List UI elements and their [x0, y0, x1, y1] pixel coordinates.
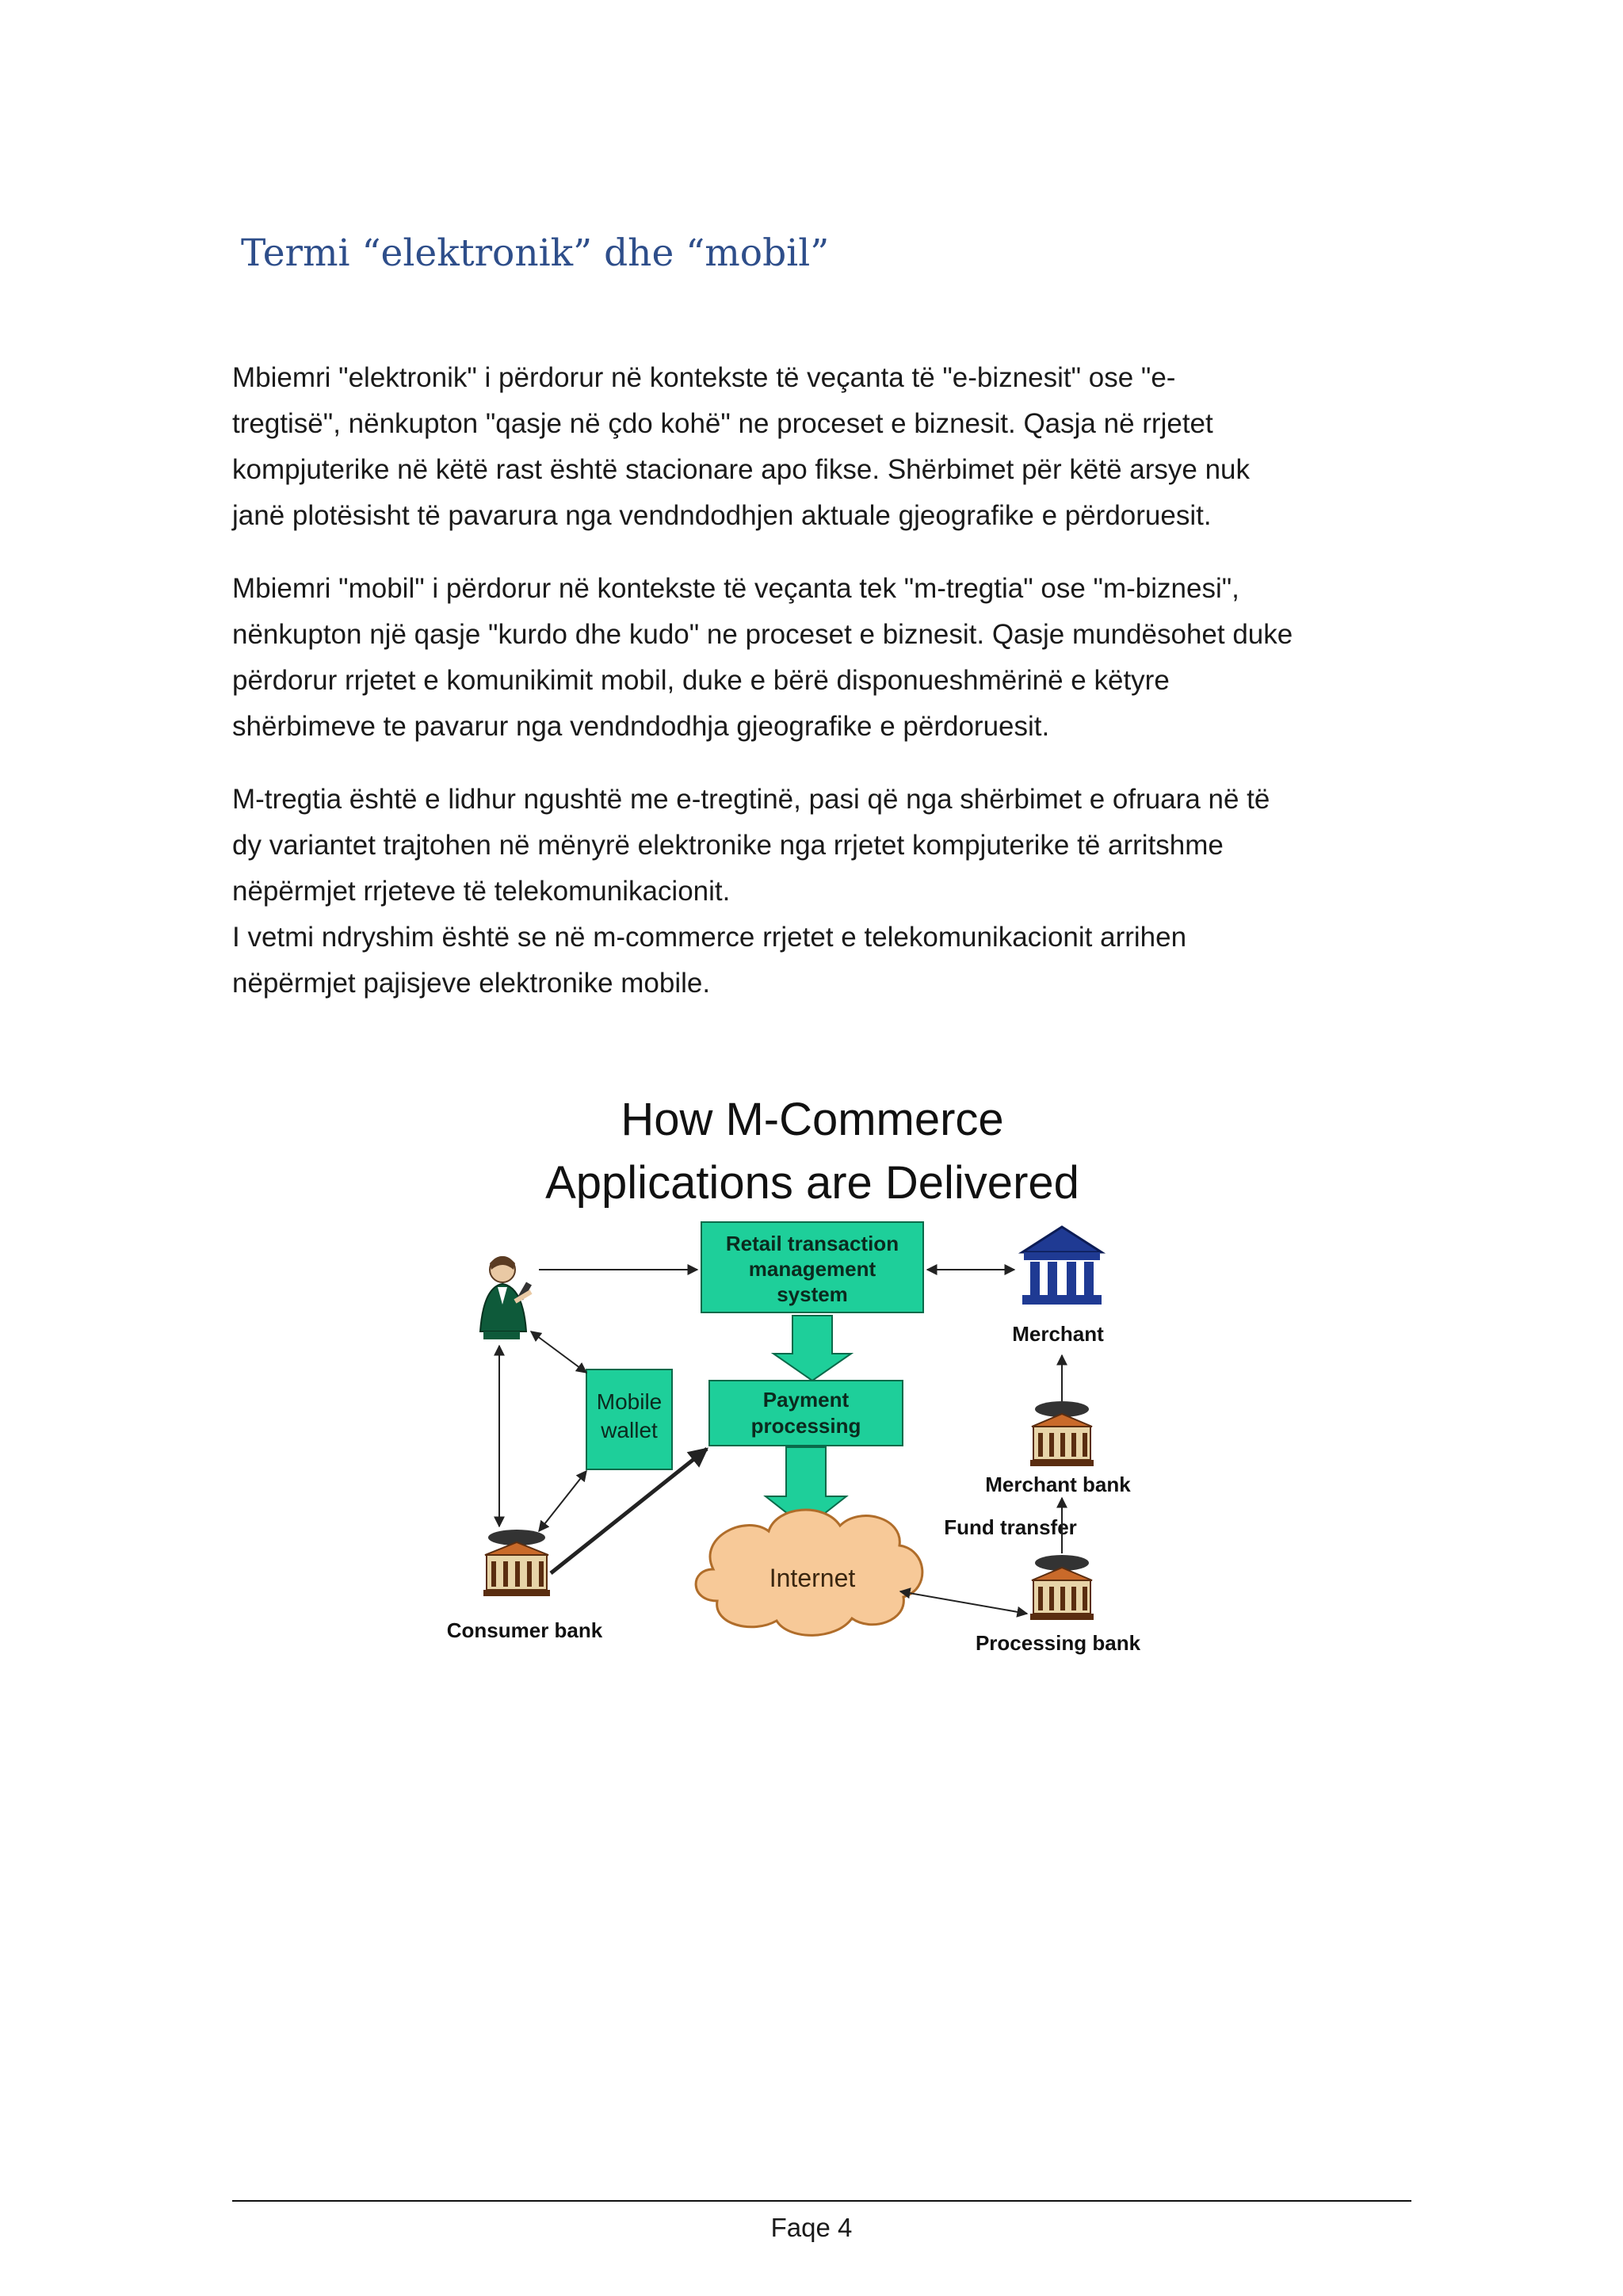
- paragraph: [232, 355, 1405, 539]
- figure-title-line1: How M-Commerce: [621, 1094, 1004, 1145]
- wallet-box-line2: wallet: [601, 1418, 658, 1442]
- text-line: tregtisë", nënkupton "qasje në çdo kohë" ne proceset e biznesit. Qasja në rrjetet: [232, 408, 1213, 439]
- text-line: përdorur rrjetet e komunikimit mobil, duke e bërë disponueshmërinë e këtyre: [232, 665, 1170, 696]
- page-number: Faqe 4: [770, 2213, 853, 2242]
- text-line: nëpërmjet pajisjeve elektronike mobile.: [232, 968, 711, 999]
- down-arrow-icon: [773, 1316, 851, 1381]
- wallet-box-line1: Mobile: [596, 1389, 663, 1414]
- text-line: janë plotësisht të pavarura nga vendndodhjen aktuale gjeografike e përdoruesit.: [232, 500, 1212, 531]
- consumer-bank-label: Consumer bank: [446, 1618, 603, 1642]
- text-line: I vetmi ndryshim është se në m-commerce rrjetet e telekomunikacionit arrihen: [232, 922, 1187, 953]
- processing-bank-label: Processing bank: [975, 1631, 1141, 1655]
- consumer-bank-icon: [483, 1530, 550, 1596]
- text-line: kompjuterike në këtë rast është stacionare apo fikse. Shërbimet për këtë arsye nuk: [232, 454, 1250, 485]
- text-line: shërbimeve te pavarur nga vendndodhja gjeografike e përdoruesit.: [232, 711, 1050, 742]
- fund-transfer-label: Fund transfer: [944, 1515, 1077, 1539]
- payment-box-line2: processing: [750, 1414, 861, 1438]
- body-text: [232, 355, 1405, 1033]
- arrow-connector: [900, 1591, 1027, 1614]
- merchant-bank-label: Merchant bank: [985, 1473, 1131, 1496]
- text-line: nëpërmjet rrjeteve të telekomunikacionit.: [232, 876, 731, 907]
- arrow-connector: [531, 1331, 586, 1373]
- paragraph: [232, 566, 1405, 750]
- mobile-user-icon: [480, 1256, 532, 1339]
- retail-box-line1: Retail transaction: [725, 1232, 899, 1255]
- mcommerce-diagram: [428, 1094, 1220, 1696]
- text-line: nënkupton një qasje "kurdo dhe kudo" ne proceset e biznesit. Qasje mundësohet duke: [232, 619, 1293, 650]
- text-line: M-tregtia është e lidhur ngushtë me e-tregtinë, pasi që nga shërbimet e ofruara në të: [232, 784, 1270, 815]
- figure-title-line2: Applications are Delivered: [545, 1157, 1079, 1209]
- processing-bank-icon: [1030, 1555, 1094, 1620]
- arrow-connector: [539, 1471, 586, 1531]
- paragraph: [232, 777, 1405, 1007]
- bank-building-icon: [1022, 1227, 1102, 1305]
- retail-box-line3: system: [777, 1282, 848, 1306]
- text-line: Mbiemri "mobil" i përdorur në kontekste të veçanta tek "m-tregtia" ose "m-biznesi",: [232, 573, 1239, 604]
- payment-box-line1: Payment: [762, 1388, 850, 1412]
- retail-box-line2: management: [748, 1257, 876, 1281]
- merchant-bank-icon: [1030, 1401, 1094, 1466]
- merchant-label: Merchant: [1012, 1322, 1104, 1346]
- diagram-svg: [428, 1094, 1220, 1696]
- page-title: Termi “elektronik” dhe “mobil”: [241, 231, 830, 275]
- footer-divider: [232, 2200, 1411, 2202]
- text-line: Mbiemri "elektronik" i përdorur në kontekste të veçanta të "e-biznesit" ose "e-: [232, 362, 1176, 393]
- text-line: dy variantet trajtohen në mënyrë elektronike nga rrjetet kompjuterike të arritshme: [232, 830, 1224, 861]
- internet-label: Internet: [769, 1564, 856, 1592]
